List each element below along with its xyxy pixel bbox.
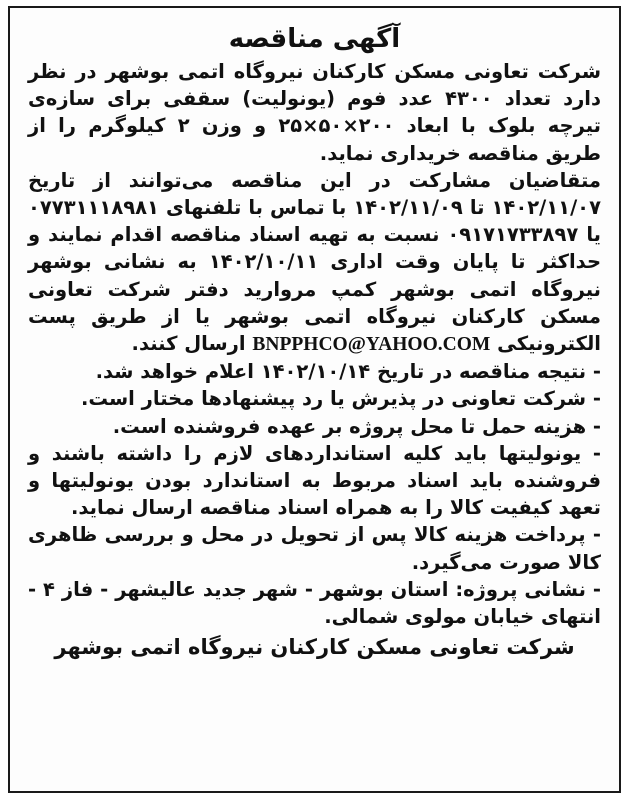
notice-frame [8,6,621,793]
contact-email: BNPPHCO@YAHOO.COM [252,334,491,356]
email-suffix: ارسال کنند. [131,332,253,356]
participation-paragraph [28,167,601,358]
bullet-transport: - هزینه حمل تا محل پروژه بر عهده فروشنده است. [112,414,601,438]
notice-content [28,22,601,781]
participation-text: متقاضیان مشارکت در این مناقصه می‌توانند از تاریخ ۱۴۰۲/۱۱/۰۷ تا ۱۴۰۲/۱۱/۰۹ با تماس با تلفنهای ۰۷۷۳۱۱۱۸۹۸۱ یا ۰۹۱۷۱۷۳۳۸۹۷ نسبت به تهیه اسناد مناقصه اقدام نمایند و حداکثر تا پایان وقت اداری ۱۴۰۲/۱۰/۱۱ به نشانی بوشهر نیروگاه اتمی بوشهر کمپ مروارید دفتر شرکت تعاونی مسکن کارکنان نیروگاه اتمی بوشهر یا از طریق پست الکترونیکی [28,168,601,356]
notice-title: آگهی مناقصه [228,24,401,54]
intro-paragraph: شرکت تعاونی مسکن کارکنان نیروگاه اتمی بوشهر در نظر دارد تعداد ۴۳۰۰ عدد فوم (یونولیت) سقفی برای سازه‌ی تیرچه بلوک با ابعاد ۲۰۰×۵۰×۲۵ و وزن ۲ کیلوگرم را از طریق مناقصه خریداری نماید. [28,60,602,165]
bullet-payment: - پرداخت هزینه کالا پس از تحویل در محل و بررسی ظاهری کالا صورت می‌گیرد. [28,523,601,574]
bullet-acceptance: - شرکت تعاونی در پذیرش یا رد پیشنهادها مختار است. [80,387,601,411]
bullet-standards: - یونولیتها باید کلیه استانداردهای لازم را داشته باشند و فروشنده باید اسناد مربوط به استاندارد بودن یونولیتها و تعهد کیفیت کالا را به همراه اسناد مناقصه ارسال نماید. [28,441,601,520]
bullet-result-date: - نتیجه مناقصه در تاریخ ۱۴۰۲/۱۰/۱۴ اعلام خواهد شد. [95,360,601,384]
bullet-project-address: - نشانی پروژه: استان بوشهر - شهر جدید عالیشهر - فاز ۴ - انتهای خیابان مولوی شمالی. [28,577,601,629]
notice-footer: شرکت تعاونی مسکن کارکنان نیروگاه اتمی بوشهر [54,635,575,660]
